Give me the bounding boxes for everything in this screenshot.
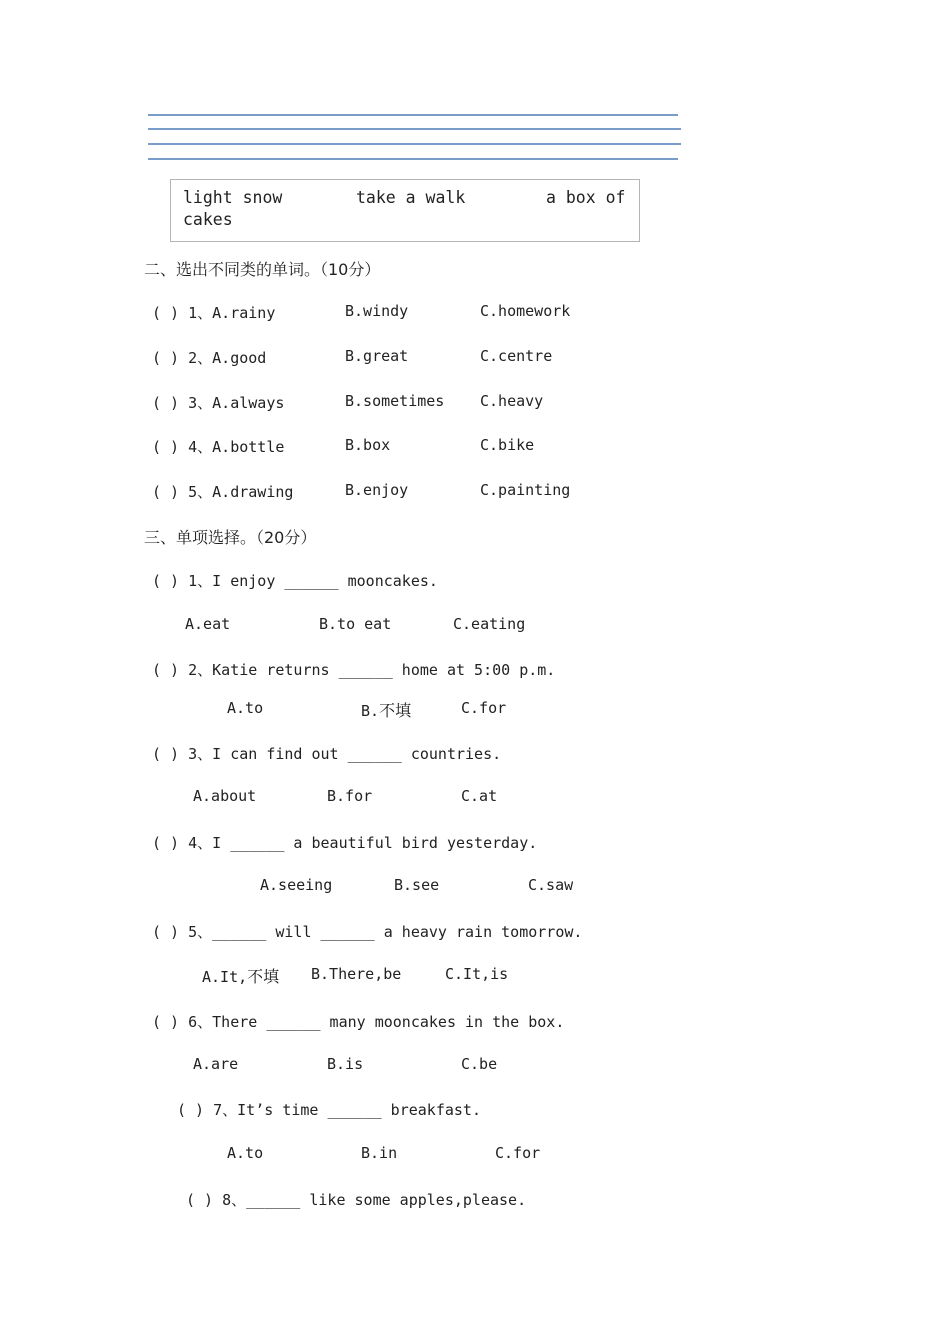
- s3-q5-option-a: [202, 964, 279, 987]
- s3-q4-stem: ( ) 4、I ______ a beautiful bird yesterday.: [152, 834, 538, 852]
- s2-item-1-a: ( ) 1、A.rainy: [152, 304, 276, 322]
- s3-q7-stem: ( ) 7、It’s time ______ breakfast.: [177, 1101, 481, 1119]
- s2-item-5-c: C.painting: [480, 481, 571, 499]
- s3-q5-option-b: B.There,be: [311, 965, 402, 983]
- s3-q4-option-a: A.seeing: [260, 876, 333, 894]
- s2-item-1-b: B.windy: [345, 302, 409, 320]
- s3-q2-option-b-text: 不填: [379, 701, 412, 720]
- s2-item-4-c: C.bike: [480, 436, 535, 454]
- s3-q4-option-c: C.saw: [528, 876, 574, 894]
- s3-q7-option-c: C.for: [495, 1144, 541, 1162]
- s3-q5-stem: ( ) 5、______ will ______ a heavy rain tomorrow.: [152, 923, 583, 941]
- section-3-title: 三、单项选择。（20分）: [144, 528, 317, 547]
- s3-q3-stem: ( ) 3、I can find out ______ countries.: [152, 745, 502, 763]
- s2-item-5-b: B.enjoy: [345, 481, 409, 499]
- writing-line-4: [148, 158, 678, 160]
- writing-line-1: [148, 114, 678, 116]
- s2-item-2-b: B.great: [345, 347, 409, 365]
- s3-q7-option-a: A.to: [227, 1144, 264, 1162]
- s3-q6-option-c: C.be: [461, 1055, 498, 1073]
- s3-q5-option-a-prefix: A.It,: [202, 968, 248, 986]
- s2-item-3-a: ( ) 3、A.always: [152, 394, 285, 412]
- s3-q1-option-a: A.eat: [185, 615, 231, 633]
- s3-q5-option-a-text: 不填: [247, 967, 280, 986]
- s3-q4-option-b: B.see: [394, 876, 440, 894]
- s3-q1-stem: ( ) 1、I enjoy ______ mooncakes.: [152, 572, 438, 590]
- section-2-title: 二、选出不同类的单词。（10分）: [144, 260, 381, 279]
- writing-line-3: [148, 143, 681, 145]
- s2-item-5-a: ( ) 5、A.drawing: [152, 483, 294, 501]
- box-word-cakes: cakes: [183, 210, 233, 229]
- s3-q8-stem: ( ) 8、______ like some apples,please.: [186, 1191, 527, 1209]
- s3-q1-option-c: C.eating: [453, 615, 526, 633]
- s3-q1-option-b: B.to eat: [319, 615, 392, 633]
- s2-item-4-b: B.box: [345, 436, 391, 454]
- s3-q5-option-c: C.It,is: [445, 965, 509, 983]
- s3-q3-option-b: B.for: [327, 787, 373, 805]
- s3-q2-stem: ( ) 2、Katie returns ______ home at 5:00 p.m.: [152, 661, 556, 679]
- s2-item-2-c: C.centre: [480, 347, 553, 365]
- box-word-take-a-walk: take a walk: [356, 188, 466, 207]
- box-word-light-snow: light snow: [183, 188, 283, 207]
- s3-q6-stem: ( ) 6、There ______ many mooncakes in the box.: [152, 1013, 565, 1031]
- s2-item-3-b: B.sometimes: [345, 392, 445, 410]
- s2-item-4-a: ( ) 4、A.bottle: [152, 438, 285, 456]
- s3-q2-option-b-prefix: B.: [361, 702, 380, 720]
- s3-q6-option-a: A.are: [193, 1055, 239, 1073]
- s3-q3-option-a: A.about: [193, 787, 257, 805]
- s2-item-3-c: C.heavy: [480, 392, 544, 410]
- s3-q6-option-b: B.is: [327, 1055, 364, 1073]
- s3-q7-option-b: B.in: [361, 1144, 398, 1162]
- s3-q2-option-c: C.for: [461, 699, 507, 717]
- s3-q2-option-a: A.to: [227, 699, 264, 717]
- s3-q3-option-c: C.at: [461, 787, 498, 805]
- s3-q2-option-b: [361, 698, 411, 721]
- s2-item-1-c: C.homework: [480, 302, 571, 320]
- writing-line-2: [148, 128, 681, 130]
- s2-item-2-a: ( ) 2、A.good: [152, 349, 267, 367]
- box-word-a-box-of: a box of: [546, 188, 626, 207]
